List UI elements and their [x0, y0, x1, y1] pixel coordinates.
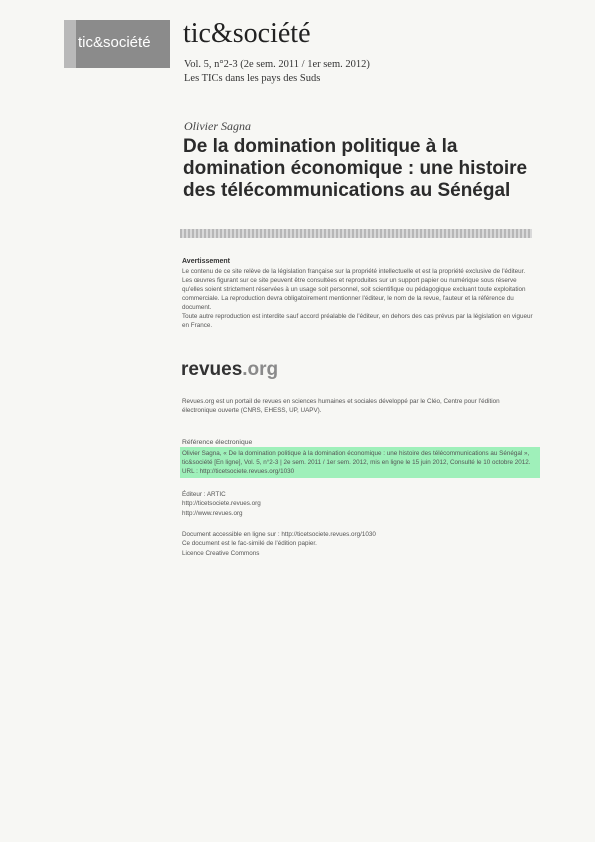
journal-theme: Les TICs dans les pays des Suds [184, 73, 321, 84]
revues-logo [181, 359, 278, 381]
warning-paragraph: Les œuvres figurant sur ce site peuvent être consultées et reproduites sur un support papier ou numérique sous réserve qu'elles soient strictement réservées à un usage soit personnel, soit scientifique ou pédagogique excluant toute exploitation commerciale. La reproduction devra obligatoirement mentionner l'éditeur, le nom de la revue, l'auteur et la référence du document. [182, 277, 526, 311]
article-author: Olivier Sagna [184, 119, 251, 133]
journal-logo [64, 20, 170, 68]
revues-description-text: Revues.org est un portail de revues en sciences humaines et sociales développé par le Cléo, Centre pour l'édition électronique ouverte (CNRS, EHESS, UP, UAPV). [182, 398, 500, 414]
reference-highlight [180, 447, 540, 478]
article-title: De la domination politique à la domination économique : une histoire des télécommunications au Sénégal [183, 136, 528, 201]
warning-heading: Avertissement [182, 258, 230, 265]
revues-logo-suffix: .org [242, 359, 279, 380]
warning-text [182, 267, 535, 330]
logo-stripe [64, 20, 76, 68]
publisher-block [182, 490, 482, 518]
publisher-label: Éditeur : ARTIC [182, 491, 226, 498]
warning-paragraph: Toute autre reproduction est interdite sauf accord préalable de l'éditeur, en dehors des cas prévus par la législation en vigueur en France. [182, 313, 533, 329]
revues-logo-main: revues [181, 359, 243, 380]
reference-heading: Référence électronique [182, 439, 253, 446]
title-divider [180, 229, 532, 238]
revues-description [182, 397, 534, 415]
publisher-url-portal: http://www.revues.org [182, 509, 243, 517]
access-block [182, 530, 482, 558]
license-line: Licence Creative Commons [182, 549, 260, 557]
journal-title: tic&société [183, 18, 311, 49]
access-url-line: Document accessible en ligne sur : http://ticetsociete.revues.org/1030 [182, 531, 376, 538]
facsimile-note: Ce document est le fac-similé de l'édition papier. [182, 540, 317, 548]
warning-paragraph: Le contenu de ce site relève de la législation française sur la propriété intellectuelle et est la propriété exclusive de l'éditeur. [182, 268, 526, 275]
publisher-url-journal: http://ticetsociete.revues.org [182, 500, 261, 508]
reference-text: Olivier Sagna, « De la domination politique à la domination économique : une histoire des télécommunications au Sénégal », tic&société [En ligne], Vol. 5, n°2-3 | 2e sem. 2011 / 1er sem. 2012, mis en ligne le 15 juin 2012, Consulté le 10 octobre 2012. URL : http://ticetsociete.revues.org/1030 [182, 450, 531, 475]
logo-text: tic&société [78, 34, 151, 51]
journal-volume: Vol. 5, n°2-3 (2e sem. 2011 / 1er sem. 2012) [184, 59, 370, 70]
